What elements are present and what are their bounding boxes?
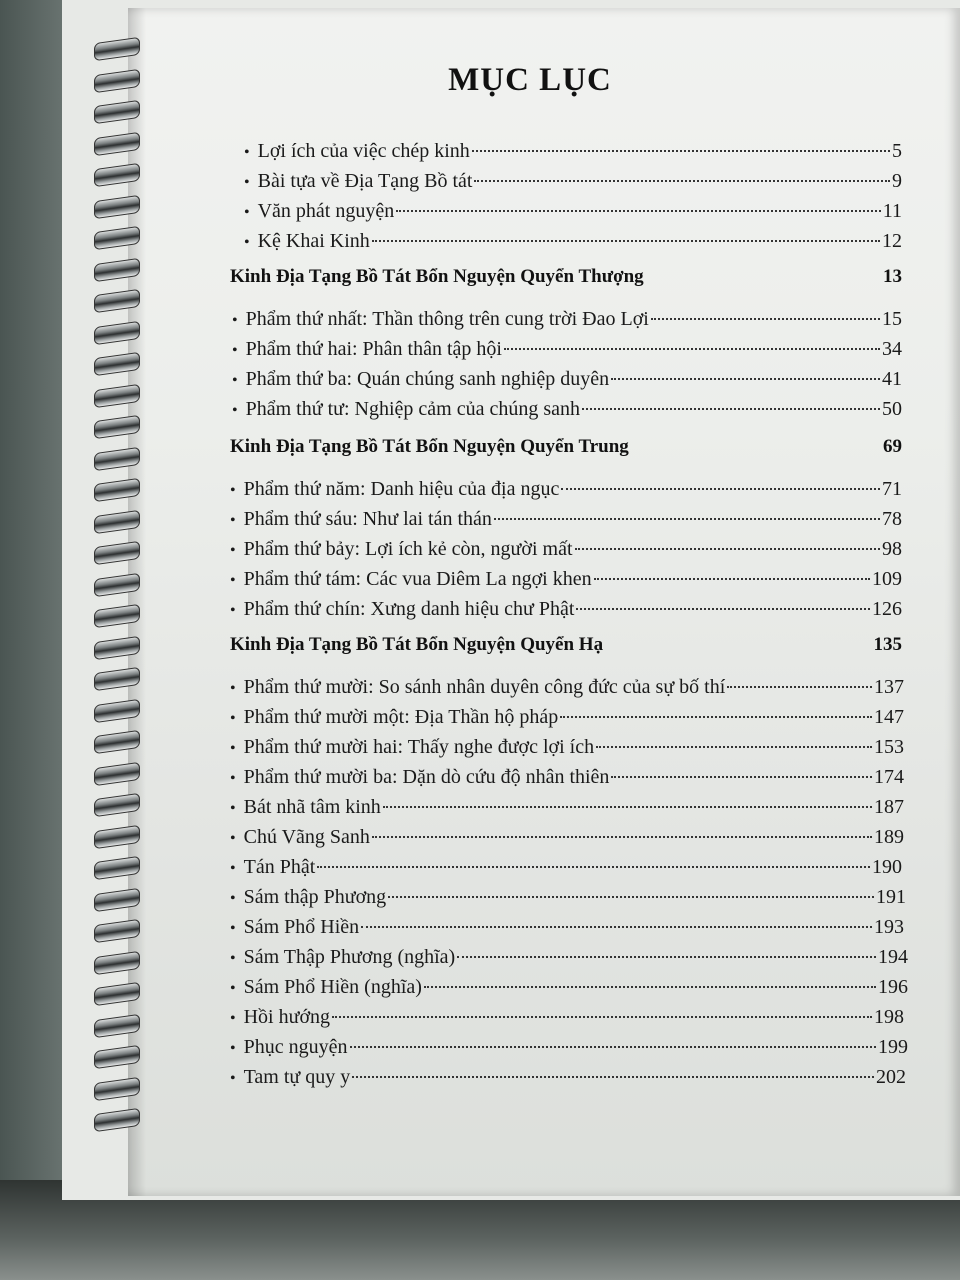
dot-leader — [494, 518, 880, 520]
entry-label: Chú Vãng Sanh — [243, 826, 370, 848]
entry-page-number: 202 — [876, 1066, 906, 1088]
dot-leader — [350, 1046, 877, 1048]
bullet-icon: • — [230, 980, 236, 997]
entry-page-number: 199 — [878, 1036, 908, 1058]
dot-leader — [352, 1076, 874, 1078]
entry-label: Sám Phổ Hiền (nghĩa) — [243, 976, 422, 998]
bullet-icon: • — [232, 372, 238, 389]
bullet-icon: • — [230, 1010, 236, 1027]
dot-leader — [596, 746, 872, 748]
entry-label: Kệ Khai Kinh — [257, 230, 370, 252]
dot-leader — [611, 776, 872, 778]
dot-leader — [576, 608, 870, 610]
toc-entry — [230, 538, 902, 561]
dot-leader — [457, 956, 876, 958]
entry-label: Văn phát nguyện — [257, 200, 395, 222]
toc-entry — [230, 1036, 908, 1059]
bullet-icon: • — [230, 482, 236, 499]
entry-page-number: 174 — [874, 766, 904, 788]
toc-entry — [230, 1006, 904, 1029]
toc-entry — [230, 946, 908, 969]
toc-entry — [230, 796, 904, 819]
entry-label: Lợi ích của việc chép kinh — [257, 140, 470, 162]
section-heading — [230, 634, 902, 656]
dot-leader — [594, 578, 870, 580]
bullet-icon: • — [230, 680, 236, 697]
entry-label: Tán Phật — [243, 856, 316, 878]
entry-page-number: 109 — [872, 568, 902, 590]
bullet-icon: • — [230, 950, 236, 967]
dot-leader — [372, 836, 872, 838]
toc-entry — [230, 478, 902, 501]
dot-leader — [651, 318, 880, 320]
toc-entry — [244, 170, 902, 193]
entry-page-number: 78 — [882, 508, 902, 530]
entry-label: Phẩm thứ mười: So sánh nhân duyên công đức của sự bố thí — [243, 676, 726, 698]
entry-label: Phẩm thứ hai: Phân thân tập hội — [245, 338, 502, 360]
toc-entry — [230, 676, 904, 699]
bullet-icon: • — [230, 770, 236, 787]
toc-entry — [230, 826, 904, 849]
entry-label: Phẩm thứ mười một: Địa Thần hộ pháp — [243, 706, 559, 728]
bullet-icon: • — [230, 740, 236, 757]
entry-label: Bát nhã tâm kinh — [243, 796, 381, 818]
entry-label: Phẩm thứ bảy: Lợi ích kẻ còn, người mất — [243, 538, 573, 560]
toc-entry — [230, 886, 906, 909]
bullet-icon: • — [244, 234, 250, 251]
toc-entry — [232, 338, 902, 361]
section-page-number: 69 — [883, 436, 902, 457]
bullet-icon: • — [230, 860, 236, 877]
toc-entry — [230, 976, 908, 999]
entry-label: Phục nguyện — [243, 1036, 348, 1058]
bullet-icon: • — [230, 710, 236, 727]
entry-page-number: 12 — [882, 230, 902, 252]
section-title: Kinh Địa Tạng Bồ Tát Bổn Nguyện Quyển Trung — [230, 436, 629, 457]
toc-entry — [244, 140, 902, 163]
bullet-icon: • — [244, 174, 250, 191]
dot-leader — [396, 210, 880, 212]
entry-page-number: 147 — [874, 706, 904, 728]
entry-page-number: 50 — [882, 398, 902, 420]
toc-entry — [230, 856, 902, 879]
bullet-icon: • — [230, 890, 236, 907]
entry-label: Phẩm thứ tám: Các vua Diêm La ngợi khen — [243, 568, 592, 590]
toc-entry — [230, 766, 904, 789]
entry-label: Bài tựa về Địa Tạng Bồ tát — [257, 170, 473, 192]
entry-label: Phẩm thứ ba: Quán chúng sanh nghiệp duyên — [245, 368, 610, 390]
entry-label: Phẩm thứ nhất: Thần thông trên cung trời Đao Lợi — [245, 308, 649, 330]
entry-page-number: 194 — [878, 946, 908, 968]
dot-leader — [361, 926, 872, 928]
bullet-icon: • — [230, 1070, 236, 1087]
page-title: MỤC LỤC — [448, 62, 612, 98]
section-page-number: 135 — [873, 634, 902, 655]
entry-label: Sám Phổ Hiền — [243, 916, 360, 938]
toc-entry — [232, 398, 902, 421]
bullet-icon: • — [230, 830, 236, 847]
entry-label: Hồi hướng — [243, 1006, 331, 1028]
bullet-icon: • — [230, 512, 236, 529]
section-heading — [230, 266, 902, 288]
entry-page-number: 9 — [892, 170, 902, 192]
bullet-icon: • — [230, 602, 236, 619]
bullet-icon: • — [232, 312, 238, 329]
entry-page-number: 193 — [874, 916, 904, 938]
dot-leader — [611, 378, 880, 380]
entry-label: Phẩm thứ mười ba: Dặn dò cứu độ nhân thiên — [243, 766, 610, 788]
dot-leader — [474, 180, 890, 182]
toc-entry — [230, 1066, 906, 1089]
entry-page-number: 191 — [876, 886, 906, 908]
bullet-icon: • — [230, 920, 236, 937]
bullet-icon: • — [230, 1040, 236, 1057]
entry-label: Sám thập Phương — [243, 886, 387, 908]
entry-label: Phẩm thứ sáu: Như lai tán thán — [243, 508, 492, 530]
toc-entry — [244, 230, 902, 253]
toc-entry — [230, 736, 904, 759]
bullet-icon: • — [230, 542, 236, 559]
entry-page-number: 196 — [878, 976, 908, 998]
dot-leader — [561, 488, 880, 490]
entry-page-number: 126 — [872, 598, 902, 620]
bullet-icon: • — [230, 800, 236, 817]
dot-leader — [424, 986, 876, 988]
dot-leader — [472, 150, 890, 152]
entry-page-number: 41 — [882, 368, 902, 390]
bullet-icon: • — [232, 342, 238, 359]
section-title: Kinh Địa Tạng Bồ Tát Bổn Nguyện Quyển Hạ — [230, 634, 604, 655]
entry-page-number: 189 — [874, 826, 904, 848]
entry-page-number: 5 — [892, 140, 902, 162]
dot-leader — [388, 896, 874, 898]
entry-page-number: 198 — [874, 1006, 904, 1028]
dot-leader — [332, 1016, 872, 1018]
entry-page-number: 137 — [874, 676, 904, 698]
bullet-icon: • — [244, 204, 250, 221]
bullet-icon: • — [244, 144, 250, 161]
toc-entry — [230, 598, 902, 621]
entry-label: Phẩm thứ chín: Xưng danh hiệu chư Phật — [243, 598, 575, 620]
entry-page-number: 71 — [882, 478, 902, 500]
toc-entry — [230, 706, 904, 729]
toc-entry — [230, 508, 902, 531]
entry-label: Tam tự quy y — [243, 1066, 351, 1088]
dot-leader — [575, 548, 881, 550]
entry-page-number: 190 — [872, 856, 902, 878]
dot-leader — [582, 408, 880, 410]
section-page-number: 13 — [883, 266, 902, 287]
entry-page-number: 153 — [874, 736, 904, 758]
dot-leader — [372, 240, 880, 242]
bullet-icon: • — [232, 402, 238, 419]
entry-page-number: 98 — [882, 538, 902, 560]
section-heading — [230, 436, 902, 458]
toc-entry — [244, 200, 902, 223]
toc-entry — [230, 568, 902, 591]
dot-leader — [560, 716, 872, 718]
entry-label: Phẩm thứ mười hai: Thấy nghe được lợi ích — [243, 736, 595, 758]
entry-page-number: 11 — [882, 200, 902, 222]
toc-entry — [230, 916, 904, 939]
dot-leader — [383, 806, 872, 808]
entry-label: Phẩm thứ năm: Danh hiệu của địa ngục — [243, 478, 560, 500]
entry-label: Phẩm thứ tư: Nghiệp cảm của chúng sanh — [245, 398, 580, 420]
entry-page-number: 187 — [874, 796, 904, 818]
dot-leader — [317, 866, 870, 868]
dot-leader — [504, 348, 880, 350]
entry-page-number: 15 — [882, 308, 902, 330]
toc-entry — [232, 308, 902, 331]
entry-label: Sám Thập Phương (nghĩa) — [243, 946, 456, 968]
entry-page-number: 34 — [882, 338, 902, 360]
dot-leader — [727, 686, 872, 688]
toc-entry — [232, 368, 902, 391]
bullet-icon: • — [230, 572, 236, 589]
section-title: Kinh Địa Tạng Bồ Tát Bổn Nguyện Quyển Thượng — [230, 266, 644, 287]
